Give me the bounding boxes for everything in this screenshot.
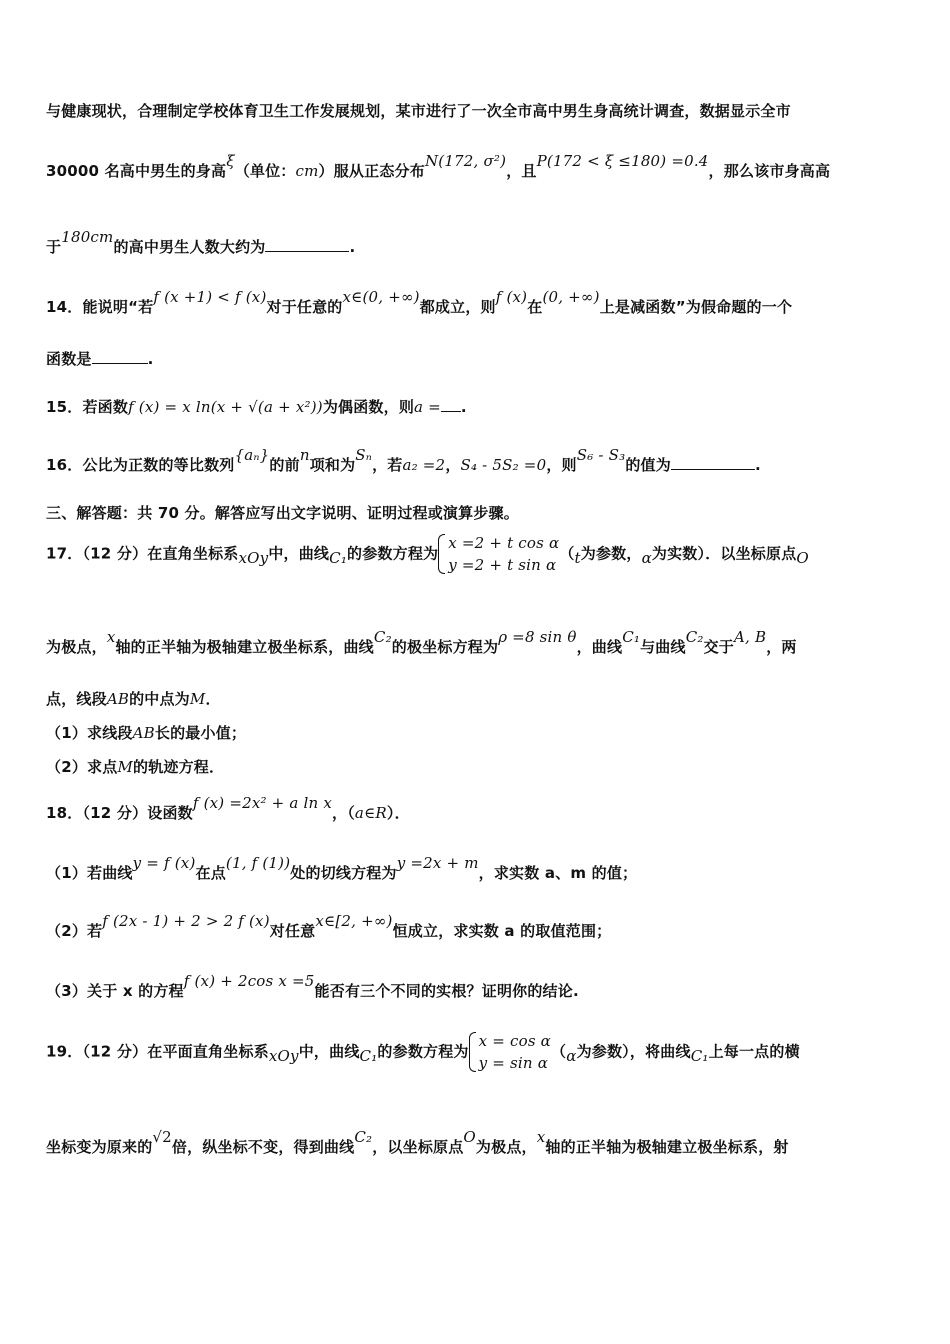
text: 为参数， — [580, 544, 642, 563]
math: M — [189, 690, 206, 708]
math-probability: P(172 < ξ ≤180) =0.4 — [536, 152, 709, 170]
math: AB — [106, 690, 130, 708]
math: n — [299, 446, 310, 464]
text: 在 — [527, 298, 543, 316]
math: α — [641, 548, 652, 567]
text: （ — [551, 1042, 567, 1061]
question-18 — [46, 794, 906, 823]
text: ）服从正态分布 — [318, 162, 425, 180]
equation-line: y =2 + t sin α — [448, 556, 557, 574]
math: f (x) + 2cos x =5 — [183, 972, 315, 990]
answer-blank[interactable] — [441, 397, 461, 412]
text: ）． — [386, 804, 410, 822]
math: t — [574, 548, 581, 567]
text: 能否有三个不同的实根？证明你的结论. — [314, 982, 579, 1000]
question-17-line-3 — [46, 688, 906, 709]
math: AB — [132, 724, 155, 742]
math: ρ =8 sin θ — [498, 628, 577, 646]
math: x∈(0, +∞) — [342, 288, 420, 306]
equation-line: y = sin α — [478, 1054, 549, 1072]
text: 交于 — [703, 638, 735, 656]
math: y = f (x) — [132, 854, 196, 872]
text: ，那么该市身高高 — [708, 162, 831, 180]
text: 处的切线方程为 — [290, 864, 397, 882]
math: C₁ — [690, 1046, 709, 1065]
math: y =2x + m — [396, 854, 479, 872]
text: 为偶函数，则 — [322, 398, 415, 416]
math-180cm: 180cm — [61, 228, 114, 246]
text: 在点 — [195, 864, 226, 882]
text: 的中点为 — [129, 690, 190, 708]
math: f (x) = x ln(x + √(a + x²)) — [128, 398, 323, 416]
math: f (x +1) < f (x) — [153, 288, 267, 306]
math: O — [463, 1128, 476, 1146]
text: （单位： — [234, 162, 296, 180]
math: C₂ — [354, 1128, 373, 1146]
text: 都成立，则 — [419, 298, 496, 316]
text: （3）关于 x 的方程 — [46, 982, 184, 1000]
question-15: 15．若函数f (x) = x ln(x + √(a + x²))为偶函数，则a = . — [46, 398, 467, 416]
math-normal: N(172, σ²) — [424, 152, 507, 170]
text: ，则 — [546, 456, 577, 474]
problem-13-line-3: 于180cm的高中男生人数大约为 . — [46, 228, 356, 256]
answer-blank[interactable] — [265, 237, 349, 252]
text: 函数是 — [46, 350, 92, 368]
text: 的值为 — [625, 456, 671, 474]
text: ． — [205, 690, 221, 708]
equation-system — [438, 532, 559, 576]
text: 16．公比为正数的等比数列 — [46, 456, 235, 474]
text: 19．（12 分）在平面直角坐标系 — [46, 1042, 269, 1061]
question-19-line-2 — [46, 1128, 906, 1157]
text: 18．（12 分）设函数 — [46, 804, 193, 822]
question-17-line-2 — [46, 628, 906, 657]
question-19-line-1 — [46, 1030, 906, 1074]
text: ，（ — [332, 804, 355, 822]
text: ，且 — [506, 162, 537, 180]
math: x — [536, 1128, 546, 1146]
text: （1）求线段 — [46, 724, 133, 742]
text: 的参数方程为 — [347, 544, 439, 563]
math: (1, f (1)) — [225, 854, 291, 872]
text: 17．（12 分）在直角坐标系 — [46, 544, 239, 563]
text: 15．若函数 — [46, 398, 129, 416]
text: 点，线段 — [46, 690, 107, 708]
problem-13-line-2 — [46, 152, 906, 181]
math: A, B — [734, 628, 767, 646]
math: S₄ - 5S₂ =0 — [460, 456, 547, 474]
math-cm: cm — [295, 162, 319, 180]
question-17-part-2 — [46, 756, 906, 777]
math-xi: ξ — [226, 152, 235, 170]
equation-system — [469, 1030, 551, 1074]
math: a = — [414, 398, 441, 416]
text: 为参数），将曲线 — [576, 1042, 691, 1061]
text: 坐标变为原来的 — [46, 1138, 153, 1156]
answer-blank[interactable] — [92, 349, 148, 364]
text: 中，曲线 — [298, 1042, 360, 1061]
text: 轴的正半轴为极轴建立极坐标系，射 — [545, 1138, 789, 1156]
text: 中，曲线 — [268, 544, 330, 563]
question-18-part-1 — [46, 854, 906, 883]
text: ，曲线 — [576, 638, 623, 656]
math: O — [796, 548, 809, 567]
text: 的前 — [269, 456, 300, 474]
question-17-part-1 — [46, 722, 906, 743]
math: M — [117, 758, 133, 776]
math: x — [106, 628, 116, 646]
text: 项和为 — [309, 456, 356, 474]
math: xOy — [238, 548, 269, 567]
math: x∈[2, +∞) — [315, 912, 393, 930]
text: 的高中男生人数大约为 — [113, 238, 266, 256]
question-18-part-3 — [46, 972, 906, 1001]
math: √2 — [152, 1128, 172, 1146]
text: 与曲线 — [640, 638, 686, 656]
text: 14．能说明“若 — [46, 298, 154, 316]
text: 为实数）．以坐标原点 — [651, 544, 797, 563]
math: xOy — [268, 1046, 299, 1065]
math: f (x) — [495, 288, 528, 306]
text: 的极坐标方程为 — [391, 638, 499, 656]
text: ，若 — [372, 456, 403, 474]
text: 上每一点的横 — [708, 1042, 800, 1061]
text: （2）若 — [46, 922, 103, 940]
text: 于 — [46, 238, 62, 256]
question-17-line-1 — [46, 532, 906, 576]
math: C₂ — [373, 628, 392, 646]
text: 对任意 — [269, 922, 316, 940]
text: 轴的正半轴为极轴建立极坐标系，曲线 — [115, 638, 374, 656]
text: ， — [445, 456, 461, 474]
text: 倍，纵坐标不变，得到曲线 — [171, 1138, 355, 1156]
math: a∈R — [354, 804, 387, 822]
math: α — [566, 1046, 577, 1065]
text: ，两 — [766, 638, 797, 656]
math: f (x) =2x² + a ln x — [192, 794, 333, 812]
math: f (2x - 1) + 2 > 2 f (x) — [102, 912, 270, 930]
math: a₂ =2 — [402, 456, 446, 474]
text: ，以坐标原点 — [372, 1138, 464, 1156]
question-14-line-1 — [46, 288, 906, 317]
text: ，求实数 a、m 的值； — [478, 864, 638, 882]
math: C₁ — [329, 548, 348, 567]
section-3-heading — [46, 502, 906, 523]
text: 对于任意的 — [266, 298, 343, 316]
math: Sₙ — [355, 446, 373, 464]
math: C₂ — [685, 628, 704, 646]
text: 长的最小值； — [154, 724, 247, 742]
math: S₆ - S₃ — [576, 446, 626, 464]
text: 的参数方程为 — [377, 1042, 469, 1061]
text: 为极点， — [475, 1138, 537, 1156]
math: {aₙ} — [234, 446, 270, 464]
text: （2）求点 — [46, 758, 118, 776]
text: 的轨迹方程． — [133, 758, 225, 776]
equation-line: x = cos α — [478, 1032, 552, 1050]
math: C₁ — [622, 628, 641, 646]
text: （ — [559, 544, 575, 563]
text: 恒成立，求实数 a 的取值范围； — [392, 922, 612, 940]
text: 三、解答题：共 70 分。解答应写出文字说明、证明过程或演算步骤。 — [46, 504, 519, 522]
math: (0, +∞) — [542, 288, 600, 306]
question-18-part-2 — [46, 912, 906, 941]
equation-line: x =2 + t cos α — [448, 534, 560, 552]
text: 与健康现状，合理制定学校体育卫生工作发展规划，某市进行了一次全市高中男生身高统计调查，数据显示全市 — [46, 102, 791, 120]
text: （1）若曲线 — [46, 864, 133, 882]
answer-blank[interactable] — [671, 455, 755, 470]
question-16: 16．公比为正数的等比数列{aₙ}的前n项和为Sₙ，若a₂ =2，S₄ - 5S₂ =0，则S₆ - S₃的值为 . — [46, 446, 761, 474]
problem-13-line-1 — [46, 100, 906, 121]
text: 为极点， — [46, 638, 107, 656]
math: C₁ — [359, 1046, 378, 1065]
text: 上是减函数”为假命题的一个 — [599, 298, 793, 316]
question-14-line-2: 函数是 . — [46, 350, 154, 368]
text: 30000 名高中男生的身高 — [46, 162, 227, 180]
